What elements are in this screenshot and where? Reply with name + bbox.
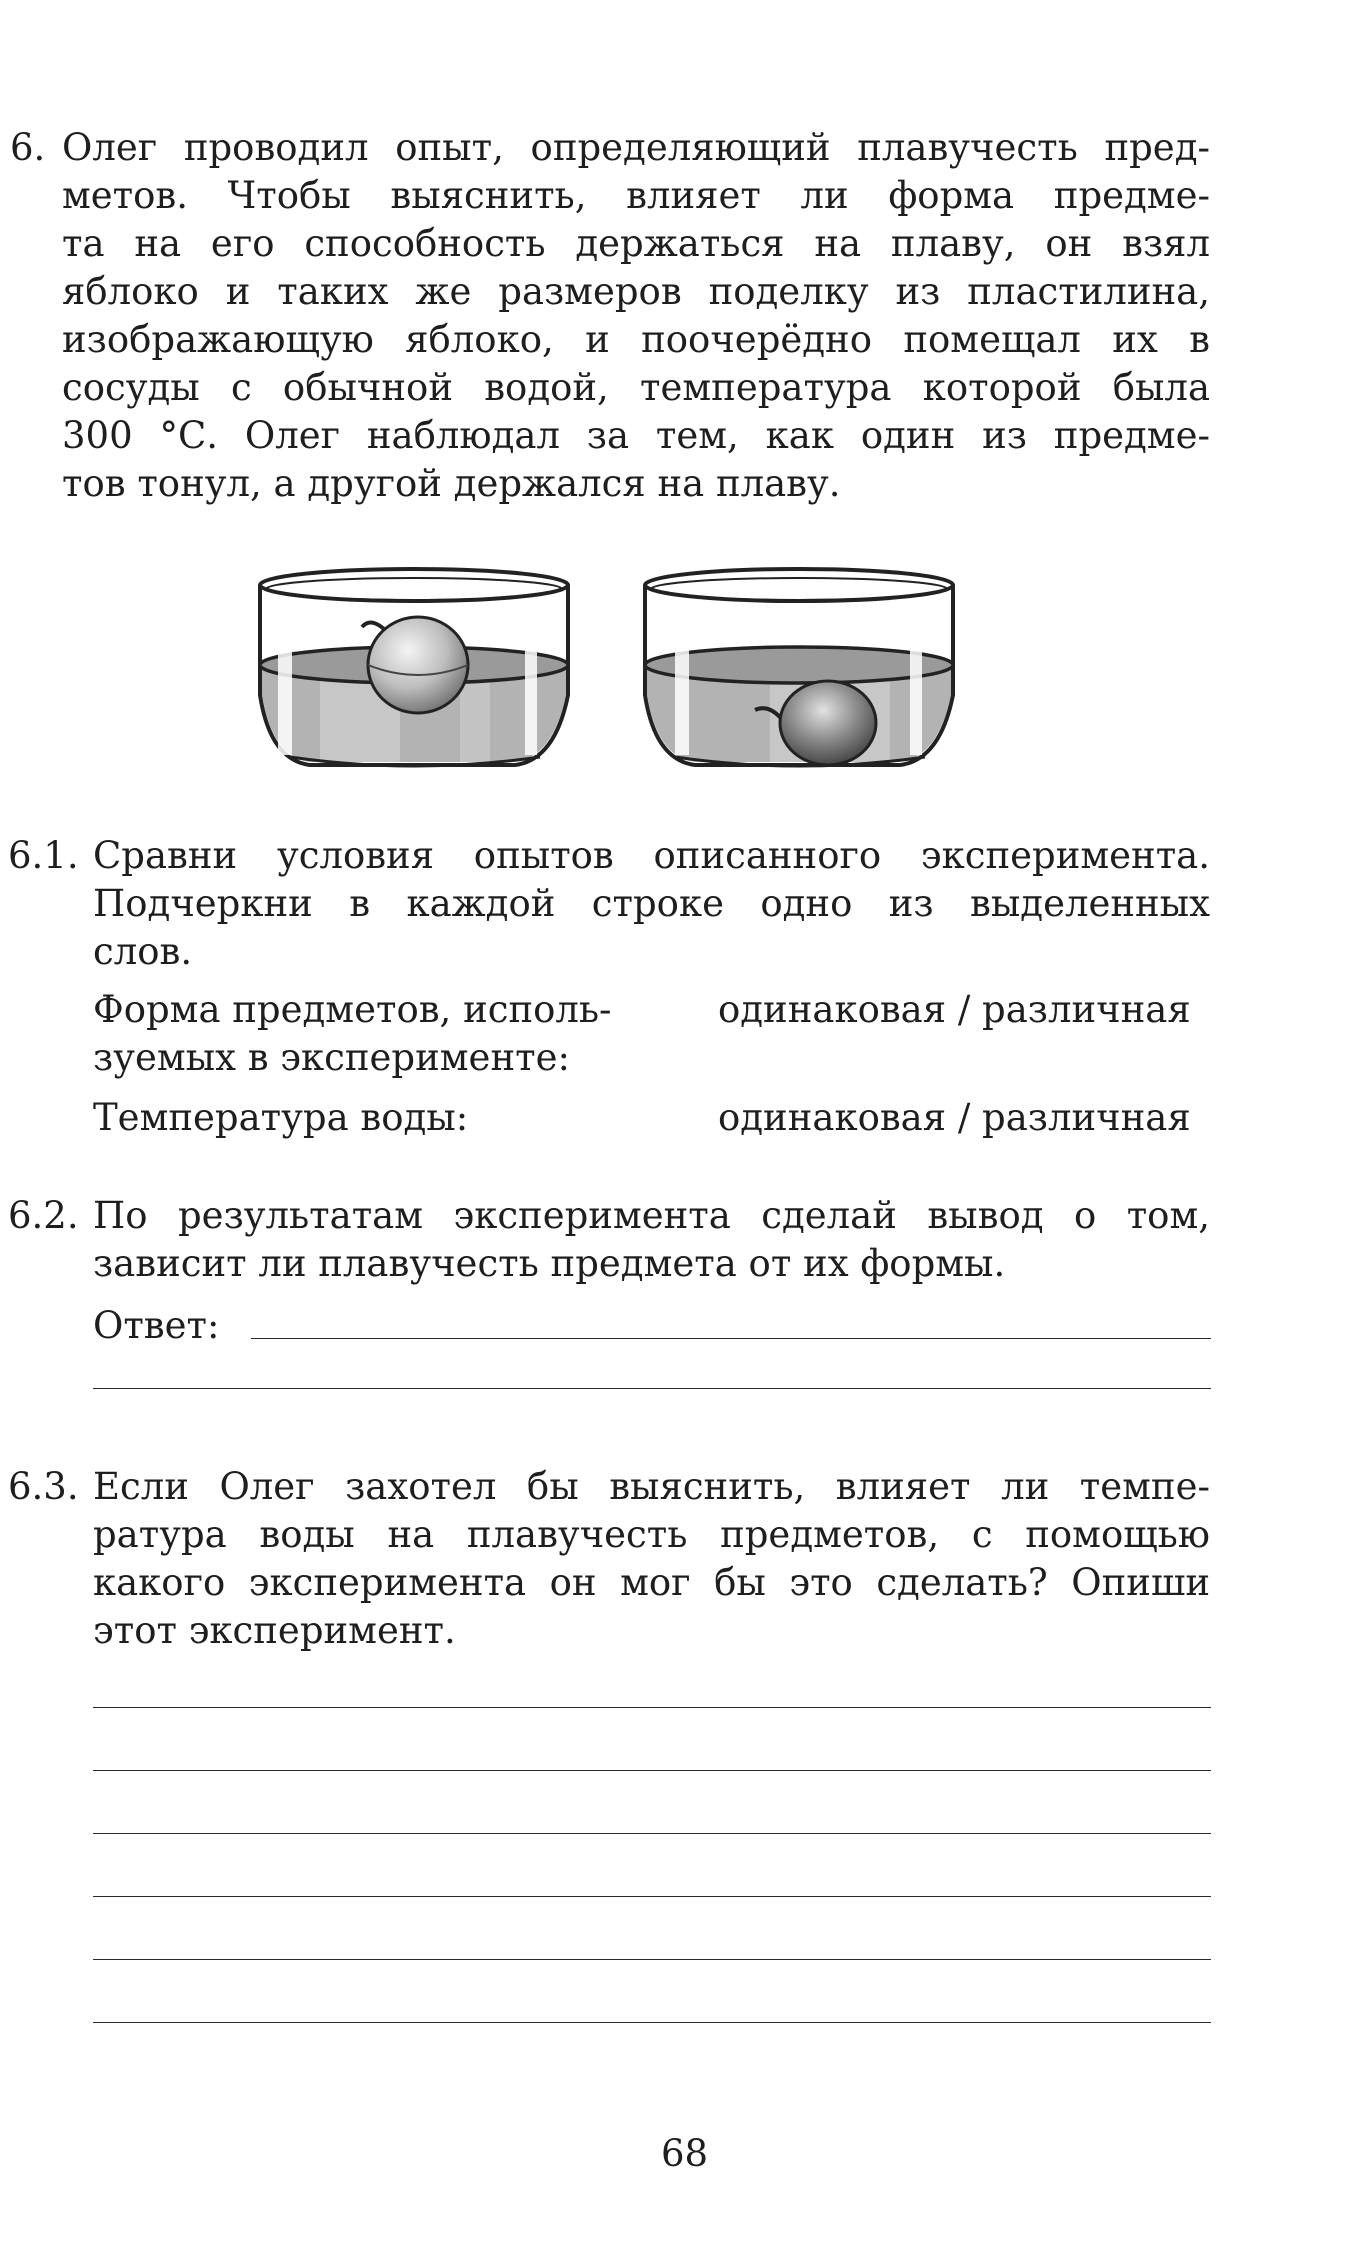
task-number: 6. bbox=[10, 126, 46, 169]
choice-options[interactable] bbox=[718, 1094, 1210, 1142]
task-number: 6.3. bbox=[8, 1465, 79, 1508]
comparison-row-temperature bbox=[93, 1094, 1210, 1142]
answer-line[interactable] bbox=[251, 1338, 1211, 1339]
row-label-line: Температура воды: bbox=[93, 1096, 469, 1139]
answer-row-2 bbox=[93, 1350, 1210, 1410]
text-line: Олег проводил опыт, определяющий плавучесть пред- bbox=[62, 126, 1210, 169]
row-label bbox=[93, 1094, 653, 1142]
text-line: яблоко и таких же размеров поделку из пластилина, bbox=[62, 270, 1210, 313]
glass-sunken bbox=[645, 569, 953, 766]
choice-options[interactable] bbox=[718, 986, 1210, 1034]
text-line: ратура воды на плавучесть предметов, с помощью bbox=[93, 1513, 1210, 1556]
text-line: изображающую яблоко, и поочерёдно помещал их в bbox=[62, 318, 1210, 361]
text-line: этот эксперимент. bbox=[93, 1609, 456, 1652]
text-line: тов тонул, а другой держался на плаву. bbox=[62, 462, 841, 505]
answer-line[interactable] bbox=[93, 1770, 1211, 1771]
text-line: какого эксперимента он мог бы это сделать? Опиши bbox=[93, 1561, 1210, 1604]
row-label-line: зуемых в эксперименте: bbox=[93, 1036, 570, 1079]
options-text[interactable]: одинаковая / различная bbox=[718, 988, 1191, 1031]
row-label bbox=[93, 986, 653, 1082]
experiment-illustration bbox=[250, 545, 970, 780]
text-line: Подчеркни в каждой строке одно из выделенных bbox=[93, 882, 1210, 925]
text-line: Сравни условия опытов описанного эксперимента. bbox=[93, 834, 1210, 877]
answer-line[interactable] bbox=[93, 1833, 1211, 1834]
answer-line[interactable] bbox=[93, 1896, 1211, 1897]
text-line: 300 °С. Олег наблюдал за тем, как один из предме- bbox=[62, 414, 1210, 457]
text-line: По результатам эксперимента сделай вывод о том, bbox=[93, 1194, 1210, 1237]
answer-line[interactable] bbox=[93, 1959, 1211, 1960]
answer-row bbox=[93, 1302, 1210, 1350]
text-line: слов. bbox=[93, 930, 193, 973]
task-text bbox=[93, 1463, 1210, 1655]
options-text[interactable]: одинаковая / различная bbox=[718, 1096, 1191, 1139]
comparison-row-shape bbox=[93, 986, 1210, 1082]
page-number: 68 bbox=[660, 2132, 709, 2175]
text-line: метов. Чтобы выяснить, влияет ли форма предме- bbox=[62, 174, 1210, 217]
glass-floating bbox=[260, 569, 568, 766]
task-number: 6.2. bbox=[8, 1194, 79, 1237]
answer-label: Ответ: bbox=[93, 1304, 220, 1347]
text-line: та на его способность держаться на плаву, он взял bbox=[62, 222, 1210, 265]
task-number: 6.1. bbox=[8, 834, 79, 877]
answer-line[interactable] bbox=[93, 1707, 1211, 1708]
text-line: зависит ли плавучесть предмета от их формы. bbox=[93, 1242, 1006, 1285]
answer-line[interactable] bbox=[93, 1388, 1211, 1389]
row-label-line: Форма предметов, исполь- bbox=[93, 988, 612, 1031]
text-line: Если Олег захотел бы выяснить, влияет ли темпе- bbox=[93, 1465, 1210, 1508]
text-line: сосуды с обычной водой, температура которой была bbox=[62, 366, 1210, 409]
task-text bbox=[62, 124, 1210, 508]
answer-line[interactable] bbox=[93, 2022, 1211, 2023]
task-text bbox=[93, 1192, 1210, 1410]
task-text bbox=[93, 832, 1210, 1142]
